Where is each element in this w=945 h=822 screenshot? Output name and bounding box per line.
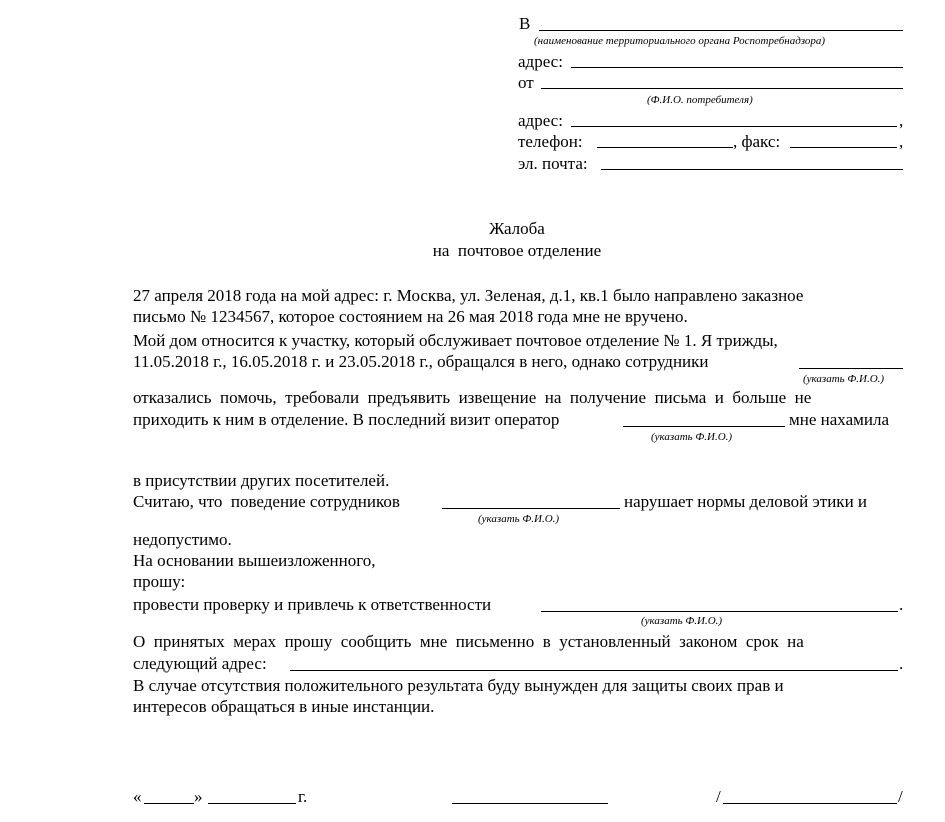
paragraph-line: 11.05.2018 г., 16.05.2018 г. и 23.05.2018 г., обращался в него, однако сотрудники — [133, 352, 709, 371]
paragraph-line: Мой дом относится к участку, который обслуживает почтовое отделение № 1. Я трижды, — [133, 331, 778, 350]
recipient-caption: (наименование территориального органа Роспотребнадзора) — [534, 35, 826, 47]
phone-label: телефон: — [518, 132, 583, 151]
comma: , — [899, 111, 904, 130]
paragraph-line: приходить к ним в отделение. В последний визит оператор — [133, 410, 560, 429]
from-line — [541, 88, 903, 89]
slash: / — [898, 787, 903, 806]
responsible-name-line — [541, 611, 898, 612]
fio-caption: (указать Ф.И.О.) — [803, 373, 885, 385]
paragraph-line: провести проверку и привлечь к ответственности — [133, 595, 492, 614]
signature-name-line — [723, 803, 897, 804]
paragraph-line: В случае отсутствия положительного результата буду вынужден для защиты своих прав и — [133, 676, 784, 695]
phone-line — [597, 147, 733, 148]
staff-name-line — [799, 368, 903, 369]
date-close-quote: » — [194, 787, 203, 806]
address-label: адрес: — [518, 52, 563, 71]
paragraph-line: недопустимо. — [133, 530, 232, 549]
fio-caption: (указать Ф.И.О.) — [641, 615, 723, 627]
paragraph-line: следующий адрес: — [133, 654, 267, 673]
email-line — [601, 169, 903, 170]
document-subtitle: на почтовое отделение — [432, 241, 602, 260]
fio-caption: (указать Ф.И.О.) — [478, 513, 560, 525]
operator-name-line — [623, 426, 785, 427]
from-caption: (Ф.И.О. потребителя) — [647, 94, 753, 106]
period: . — [899, 654, 904, 673]
reply-address-line — [290, 670, 898, 671]
date-month-line — [208, 803, 296, 804]
date-open-quote: « — [133, 787, 142, 806]
date-day-line — [144, 803, 194, 804]
fio-caption: (указать Ф.И.О.) — [651, 431, 733, 443]
paragraph-line: 27 апреля 2018 года на мой адрес: г. Москва, ул. Зеленая, д.1, кв.1 было направлено заказное — [133, 286, 804, 305]
paragraph-line: О принятых мерах прошу сообщить мне письменно в установленный законом срок на — [133, 632, 804, 651]
fax-label: , факс: — [733, 132, 781, 151]
recipient-line — [539, 30, 903, 31]
to-label: В — [519, 14, 531, 33]
paragraph-line: отказались помочь, требовали предъявить извещение на получение письма и больше не — [133, 388, 812, 407]
paragraph-line: нарушает нормы деловой этики и — [624, 492, 868, 511]
from-label: от — [518, 73, 534, 92]
address2-line — [571, 126, 897, 127]
paragraph-line: На основании вышеизложенного, — [133, 551, 376, 570]
email-label: эл. почта: — [518, 154, 588, 173]
paragraph-line: мне нахамила — [789, 410, 889, 429]
paragraph-line: прошу: — [133, 572, 186, 591]
paragraph-line: Считаю, что поведение сотрудников — [133, 492, 400, 511]
staff-name-line — [442, 508, 620, 509]
comma: , — [899, 132, 904, 151]
signature-line — [452, 803, 608, 804]
year-suffix: г. — [298, 787, 308, 806]
document-title: Жалоба — [489, 219, 545, 238]
paragraph-line: письмо № 1234567, которое состоянием на 26 мая 2018 года мне не вручено. — [133, 307, 688, 326]
address-line — [571, 67, 903, 68]
fax-line — [790, 147, 897, 148]
address2-label: адрес: — [518, 111, 563, 130]
period: . — [899, 595, 904, 614]
paragraph-line: в присутствии других посетителей. — [133, 471, 390, 490]
slash: / — [716, 787, 721, 806]
paragraph-line: интересов обращаться в иные инстанции. — [133, 697, 435, 716]
